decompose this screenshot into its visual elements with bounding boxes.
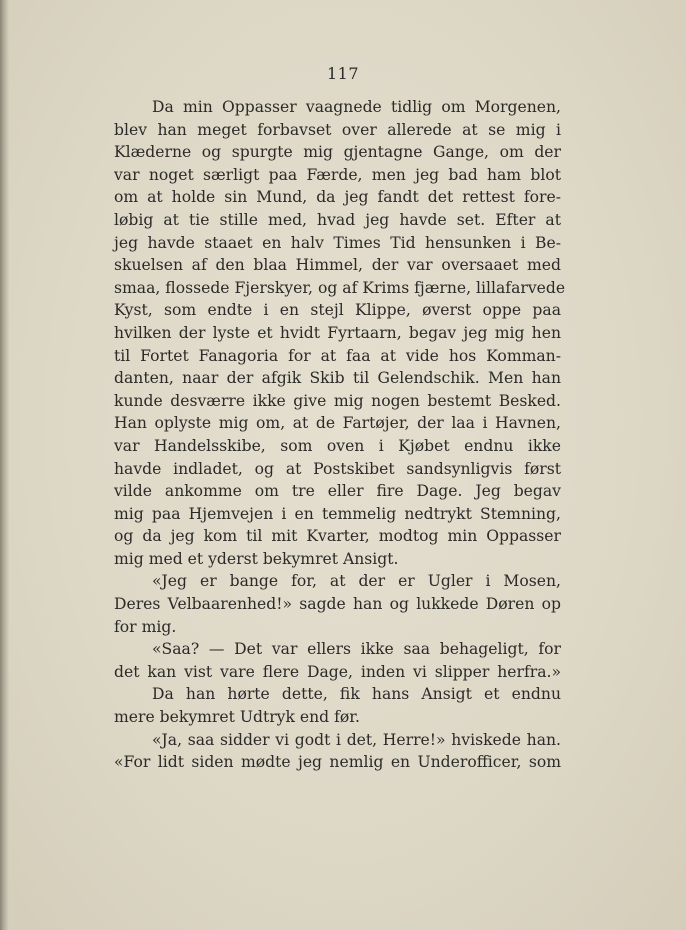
- text-line: mere bekymret Udtryk end før.: [114, 708, 360, 727]
- text-line: jeg havde staaet en halv Times Tid hensunken i Be-: [114, 233, 561, 252]
- body-text: [114, 96, 566, 774]
- text-line: om at holde sin Mund, da jeg fandt det rettest fore-: [114, 188, 561, 207]
- text-line: til Fortet Fanagoria for at faa at vide hos Komman-: [114, 346, 561, 365]
- text-line: blev han meget forbavset over allerede at se mig i: [114, 120, 561, 139]
- text-line: «Ja, saa sidder vi godt i det, Herre!» hviskede han.: [152, 730, 561, 749]
- text-line: mig paa Hjemvejen i en temmelig nedtrykt Stemning,: [114, 504, 561, 523]
- text-line: var noget særligt paa Færde, men jeg bad ham blot: [114, 165, 561, 184]
- text-line: «Saa? — Det var ellers ikke saa behageligt, for: [152, 640, 561, 659]
- page-number: 117: [326, 64, 360, 83]
- text-line: og da jeg kom til mit Kvarter, modtog min Oppasser: [114, 527, 561, 546]
- text-line: Da min Oppasser vaagnede tidlig om Morgenen,: [152, 98, 561, 116]
- text-line: løbig at tie stille med, hvad jeg havde set. Efter at: [114, 210, 561, 229]
- text-line: smaa, flossede Fjerskyer, og af Krims fjærne, lillafarvede: [114, 278, 566, 297]
- page-gutter-shadow: [0, 0, 9, 930]
- text-line: «Jeg er bange for, at der er Ugler i Mosen,: [152, 572, 561, 591]
- text-line: «For lidt siden mødte jeg nemlig en Underofficer, som: [114, 753, 561, 772]
- text-line: havde indladet, og at Postskibet sandsynligvis først: [114, 459, 561, 478]
- text-line: Deres Velbaarenhed!» sagde han og lukkede Døren op: [114, 595, 561, 614]
- text-line: Da han hørte dette, fik hans Ansigt et endnu: [152, 685, 561, 704]
- text-line: skuelsen af den blaa Himmel, der var oversaaet med: [114, 256, 561, 275]
- text-line: det kan vist vare flere Dage, inden vi slipper herfra.»: [114, 662, 561, 681]
- text-line: kunde desværre ikke give mig nogen bestemt Besked.: [114, 391, 561, 410]
- text-line: Han oplyste mig om, at de Fartøjer, der laa i Havnen,: [114, 414, 561, 433]
- text-line: Klæderne og spurgte mig gjentagne Gange, om der: [114, 143, 561, 162]
- text-line: vilde ankomme om tre eller fire Dage. Jeg begav: [114, 482, 561, 501]
- text-line: hvilken der lyste et hvidt Fyrtaarn, begav jeg mig hen: [114, 323, 561, 342]
- text-line: var Handelsskibe, som oven i Kjøbet endnu ikke: [114, 436, 561, 455]
- text-line: Kyst, som endte i en stejl Klippe, øverst oppe paa: [114, 301, 561, 320]
- text-line: mig med et yderst bekymret Ansigt.: [114, 549, 399, 568]
- text-line: danten, naar der afgik Skib til Gelendschik. Men han: [114, 369, 561, 388]
- text-line: for mig.: [114, 617, 177, 636]
